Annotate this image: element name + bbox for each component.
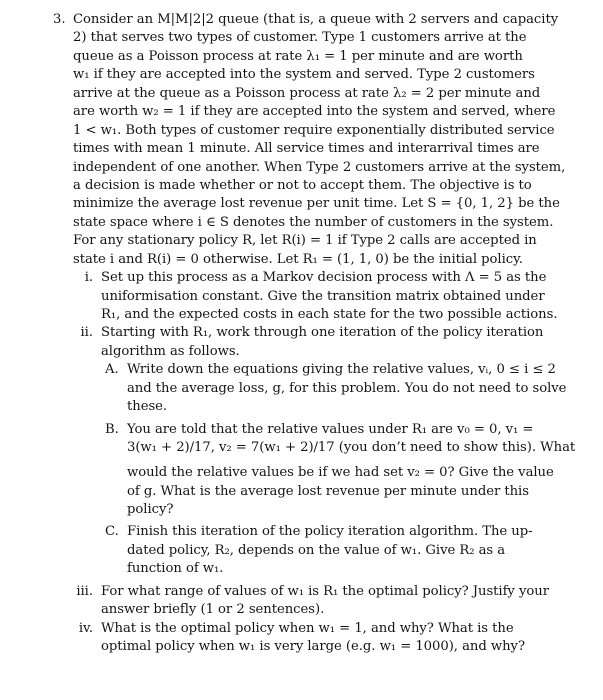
question-line — [0, 103, 603, 121]
part-text: optimal policy when w₁ is very large (e.g. w₁ = 1000), and why? — [101, 639, 525, 654]
subpart-text: these. — [127, 399, 168, 415]
question-text: 2) that serves two types of customer. Type 1 customers arrive at the — [73, 30, 527, 46]
question-line — [0, 122, 603, 140]
subpart-line — [0, 439, 603, 464]
question-text: w₁ if they are accepted into the system and served. Type 2 customers — [73, 67, 535, 83]
subpart-line — [0, 361, 603, 379]
part-line — [0, 638, 603, 656]
subpart-text: policy? — [127, 501, 174, 517]
subpart-line — [0, 542, 603, 560]
subpart-line — [0, 523, 603, 541]
question-line — [0, 159, 603, 177]
question-text: a decision is made whether or not to accept them. The objective is to — [73, 177, 532, 193]
question-text: Consider an M|M|2|2 queue (that is, a queue with 2 servers and capacity — [73, 12, 559, 27]
part-text: answer briefly (1 or 2 sentences). — [101, 602, 325, 618]
question-text: For any stationary policy R, let R(i) = 1 if Type 2 calls are accepted in — [73, 233, 537, 249]
subpart-text: 3(w₁ + 2)/17, v₂ = 7(w₁ + 2)/17 (you don’t need to show this). What — [127, 440, 576, 456]
question-text: arrive at the queue as a Poisson process at rate λ₂ = 2 per minute and — [73, 85, 541, 101]
subpart-line — [0, 380, 603, 398]
part-text: Set up this process as a Markov decision process with Λ = 5 as the — [101, 270, 547, 286]
question-text: state i and R(i) = 0 otherwise. Let R₁ = (1, 1, 0) be the initial policy. — [73, 251, 523, 267]
part-line — [0, 343, 603, 361]
subpart-line — [0, 398, 603, 416]
part-label: i. — [84, 270, 93, 286]
question-line — [0, 85, 603, 103]
subpart-label: A. — [105, 362, 119, 378]
question-text: are worth w₂ = 1 if they are accepted into the system and served, where — [73, 104, 556, 120]
question-line — [0, 251, 603, 269]
part-label: ii. — [80, 325, 93, 341]
subpart-text: of g. What is the average lost revenue per minute under this — [127, 483, 529, 499]
part-text: What is the optimal policy when w₁ = 1, and why? What is the — [101, 620, 514, 636]
question-number: 3. — [53, 12, 66, 27]
subpart-line — [0, 501, 603, 519]
question-text: minimize the average lost revenue per unit time. Let S = {0, 1, 2} be the — [73, 196, 560, 212]
part-text: Starting with R₁, work through one iteration of the policy iteration — [101, 325, 544, 341]
question-line — [0, 48, 603, 66]
subpart-text: Write down the equations giving the relative values, vᵢ, 0 ≤ i ≤ 2 — [127, 362, 556, 378]
subpart-line — [0, 464, 603, 482]
part-line — [0, 324, 603, 342]
part-line — [0, 306, 603, 324]
part-line — [0, 583, 603, 601]
subpart-label: C. — [105, 524, 119, 540]
question-line — [0, 177, 603, 195]
question-line — [0, 140, 603, 158]
subpart-text: You are told that the relative values under R₁ are v₀ = 0, v₁ = — [127, 421, 534, 437]
question-text: 1 < w₁. Both types of customer require exponentially distributed service — [73, 122, 555, 138]
subpart-line — [0, 560, 603, 578]
part-text: algorithm as follows. — [101, 343, 240, 359]
question-text: queue as a Poisson process at rate λ₁ = 1 per minute and are worth — [73, 48, 523, 64]
part-line — [0, 269, 603, 287]
subpart-text: and the average loss, g, for this problem. You do not need to solve — [127, 380, 567, 396]
part-line — [0, 620, 603, 638]
subpart-line — [0, 483, 603, 501]
subpart-text: would the relative values be if we had set v₂ = 0? Give the value — [127, 465, 554, 481]
part-line — [0, 288, 603, 306]
part-text: R₁, and the expected costs in each state for the two possible actions. — [101, 307, 558, 322]
subpart-text: dated policy, R₂, depends on the value of w₁. Give R₂ as a — [127, 542, 506, 558]
question-line — [0, 29, 603, 47]
subpart-text: function of w₁. — [127, 561, 224, 577]
question-line — [0, 11, 603, 29]
part-line — [0, 601, 603, 619]
subpart-text: Finish this iteration of the policy iteration algorithm. The up- — [127, 524, 533, 540]
part-text: uniformisation constant. Give the transition matrix obtained under — [101, 288, 545, 304]
subpart-label: B. — [105, 421, 119, 437]
subpart-line — [0, 421, 603, 439]
question-text: independent of one another. When Type 2 customers arrive at the system, — [73, 159, 566, 175]
question-text: state space where i ∈ S denotes the number of customers in the system. — [73, 214, 554, 230]
part-label: iii. — [76, 583, 93, 599]
part-text: For what range of values of w₁ is R₁ the optimal policy? Justify your — [101, 583, 549, 599]
part-label: iv. — [78, 620, 93, 636]
question-line — [0, 214, 603, 232]
question-line — [0, 195, 603, 213]
question-line — [0, 232, 603, 250]
question-line — [0, 66, 603, 84]
question-text: times with mean 1 minute. All service times and interarrival times are — [73, 141, 540, 157]
